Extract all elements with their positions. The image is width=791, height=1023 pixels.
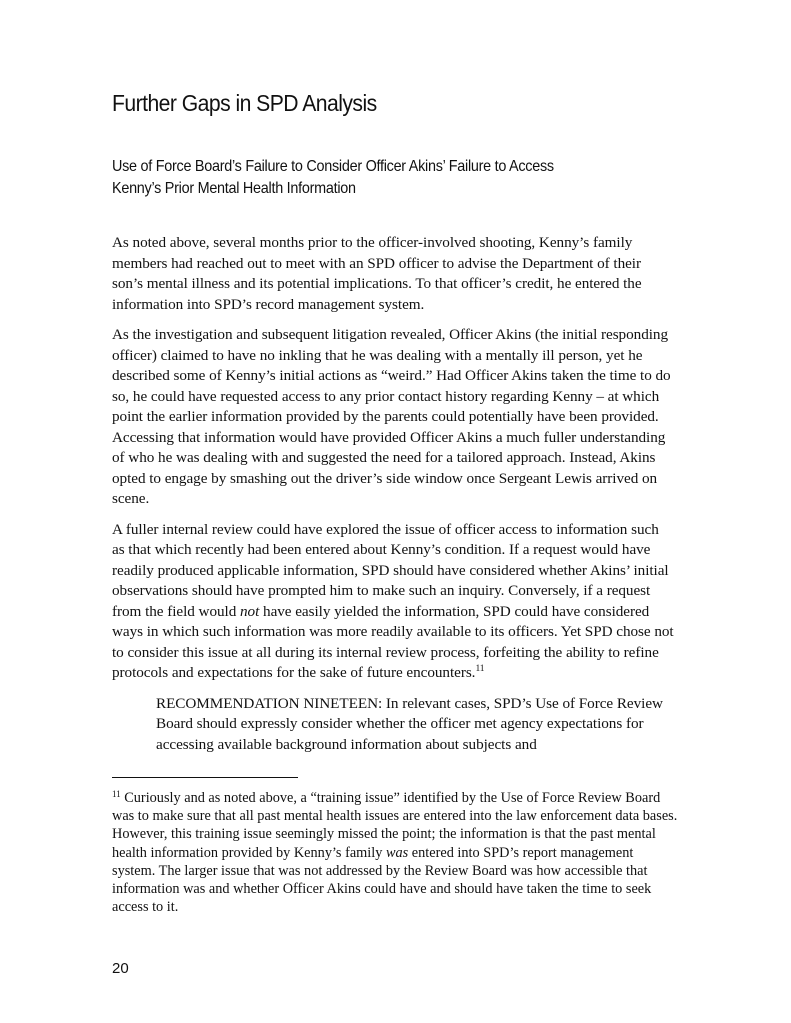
paragraph-2: As the investigation and subsequent litigation revealed, Officer Akins (the initial responding officer) claimed to have no inkling that he was dealing with a mentally ill person, yet he described some of Kenny’s initial actions as “weird.” Had Officer Akins taken the time to do so, he could have requested access to any prior contact history regarding Kenny – at which point the earlier information provided by the parents could potentially have been provided. Accessing that information would have provided Officer Akins a much fuller understanding of who he was dealing with and suggested the need for a tailored approach. Instead, Akins opted to engage by smashing out the driver’s side window once Sergeant Lewis arrived on scene. bbox=[112, 326, 671, 507]
emphasis-was: was bbox=[385, 844, 409, 861]
footnote-number: 11 bbox=[112, 789, 121, 799]
emphasis-not: not bbox=[240, 602, 260, 620]
page-number: 20 bbox=[112, 960, 129, 977]
footnote-text-part-1: Curiously and as noted above, a “training issue” identified by the Use of Force Review Board was to make sure that all past mental health issues are entered into the law enforcement data bases. However, this training issue seemingly missed the point; the information is that the past mental health information provided by Kenny’s family bbox=[112, 790, 678, 861]
paragraph-3-part-2: have easily yielded the information, SPD could have considered ways in which such information was more readily available to its officers. Yet SPD chose not to consider this issue at all during its internal review process, forfeiting the ability to refine protocols and expectations for the sake of future encounters. bbox=[112, 602, 674, 681]
subsection-heading-line-1: Use of Force Board’s Failure to Consider Officer Akins’ Failure to Access bbox=[112, 158, 554, 175]
subsection-heading bbox=[112, 156, 554, 200]
subsection-heading-line-2: Kenny’s Prior Mental Health Information bbox=[112, 180, 356, 197]
paragraph-3-part-1: A fuller internal review could have explored the issue of officer access to information such as that which recently had been entered about Kenny’s condition. If a request would have readily produced applicable information, SPD should have considered whether Akins’ initial observations should have prompted him to make such an inquiry. Conversely, if a request from the field would bbox=[112, 520, 669, 620]
footnote-text-part-2: entered into SPD’s report management system. The larger issue that was not addressed by the Review Board was how accessible that information was and whether Officer Akins could have and should have taken the time to seek access to it. bbox=[112, 844, 652, 916]
footnote-reference: 11 bbox=[475, 664, 485, 674]
paragraph-1: As noted above, several months prior to the officer-involved shooting, Kenny’s family members had reached out to meet with an SPD officer to advise the Department of their son’s mental illness and its potential implications. To that officer’s credit, he entered the information into SPD’s record management system. bbox=[112, 234, 642, 313]
recommendation-block: RECOMMENDATION NINETEEN: In relevant cases, SPD’s Use of Force Review Board should expressly consider whether the officer met agency expectations for accessing available background information about subjects and bbox=[156, 694, 663, 753]
section-heading: Further Gaps in SPD Analysis bbox=[112, 90, 377, 116]
body-text bbox=[112, 233, 674, 755]
footnote bbox=[112, 789, 678, 916]
footnote-separator bbox=[112, 777, 298, 778]
paragraph-3 bbox=[112, 520, 674, 684]
